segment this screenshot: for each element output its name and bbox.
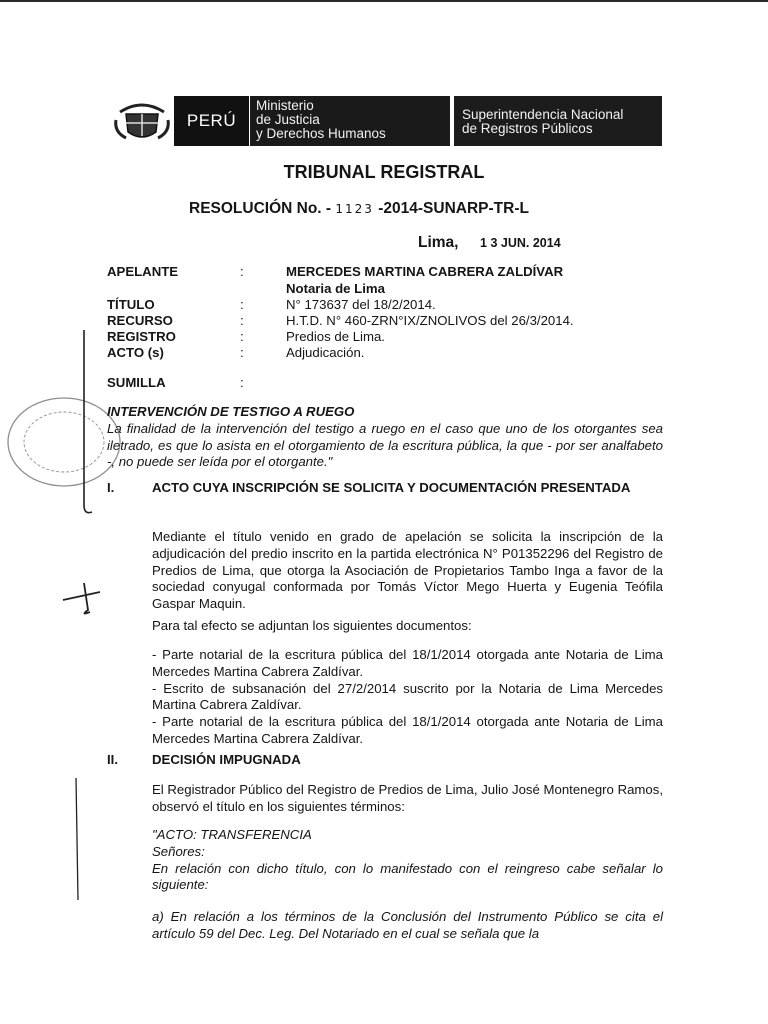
sumilla-text: La finalidad de la intervención del testigo a ruego en el caso que uno de los otorgantes sea iletrado, es que lo asista en el otorgamiento de la escritura pública, la que - por ser analfabeto -, no puede ser leída por el otorgante."	[107, 420, 663, 470]
resolution-handwritten-number: 1123	[335, 202, 374, 216]
section-2-number: II.	[107, 752, 118, 767]
section-1-number: I.	[107, 480, 115, 495]
peru-label: PERÚ	[174, 96, 249, 146]
resolution-prefix: RESOLUCIÓN No. -	[189, 200, 336, 217]
section-2-paragraph: El Registrador Público del Registro de Predios de Lima, Julio José Montenegro Ramos, observó el título en los siguientes términos:	[152, 782, 663, 814]
list-item: - Parte notarial de la escritura pública del 18/1/2014 otorgada ante Notaria de Lima Mercedes Martina Cabrera Zaldívar.	[152, 714, 663, 746]
ministry-line-1: Ministerio	[256, 98, 314, 113]
section-1-paragraph: Mediante el título venido en grado de apelación se solicita la inscripción de la adjudicación del predio inscrito en la partida electrónica N° P01352296 del Registro de Predios de Lima, que otorga la Asociación de Propietarios Tambo Inga a favor de la sociedad conyugal conformada por Tomás Víctor Mego Huerta y Eugenia Teófila Gaspar Maquin.	[152, 529, 663, 612]
resolution-suffix: -2014-SUNARP-TR-L	[373, 200, 529, 217]
document-title: TRIBUNAL REGISTRAL	[283, 162, 485, 182]
list-item: - Escrito de subsanación del 27/2/2014 suscrito por la Notaria de Lima Mercedes Martina Cabrera Zaldívar.	[152, 680, 663, 713]
section-1-documents-intro: Para tal efecto se adjuntan los siguientes documentos:	[152, 618, 472, 633]
ministry-line-2: de Justicia	[256, 112, 320, 127]
margin-bracket	[84, 330, 92, 513]
titulo-value: N° 173637 del 18/2/2014.	[286, 297, 436, 312]
registro-label: REGISTRO	[107, 329, 176, 344]
quote-line: "ACTO: TRANSFERENCIA	[152, 827, 312, 842]
apelante-label: APELANTE	[107, 264, 179, 279]
colon: :	[240, 264, 244, 279]
sumilla-heading: INTERVENCIÓN DE TESTIGO A RUEGO	[107, 404, 355, 419]
sunarp-line-2: de Registros Públicos	[462, 121, 593, 136]
apelante-value: MERCEDES MARTINA CABRERA ZALDÍVAR	[286, 264, 564, 279]
colon: :	[240, 329, 244, 344]
recurso-label: RECURSO	[107, 313, 173, 328]
recurso-value: H.T.D. N° 460-ZRN°IX/ZNOLIVOS del 26/3/2014.	[286, 313, 574, 328]
colon: :	[240, 375, 244, 390]
notary-seal-stamp	[8, 398, 120, 486]
colon: :	[240, 313, 244, 328]
sumilla-label: SUMILLA	[107, 375, 166, 390]
acto-value: Adjudicación.	[286, 345, 365, 360]
quote-line: a) En relación a los términos de la Conclusión del Instrumento Público se cita el artículo 59 del Dec. Leg. Del Notariado en el cual se señala que la	[152, 909, 663, 941]
ministry-line-3: y Derechos Humanos	[256, 126, 386, 141]
section-1-heading: ACTO CUYA INSCRIPCIÓN SE SOLICITA Y DOCUMENTACIÓN PRESENTADA	[152, 480, 631, 495]
place: Lima,	[418, 234, 459, 251]
list-item: - Parte notarial de la escritura pública del 18/1/2014 otorgada ante Notaria de Lima Mercedes Martina Cabrera Zaldívar.	[152, 647, 663, 679]
quote-line: Señores:	[152, 843, 205, 859]
date-stamp: 1 3 JUN. 2014	[480, 236, 561, 250]
sunarp-line-1: Superintendencia Nacional	[462, 107, 624, 122]
colon: :	[240, 345, 244, 360]
acto-label: ACTO (s)	[107, 345, 164, 360]
colon: :	[240, 297, 244, 312]
section-2-heading: DECISIÓN IMPUGNADA	[152, 752, 301, 767]
titulo-label: TÍTULO	[107, 297, 155, 312]
apelante-subtitle: Notaria de Lima	[286, 281, 385, 296]
registro-value: Predios de Lima.	[286, 329, 385, 344]
quote-line: En relación con dicho título, con lo manifestado con el reingreso cabe señalar lo siguiente:	[152, 860, 663, 893]
margin-line	[76, 778, 78, 900]
handwritten-initial	[63, 583, 100, 614]
